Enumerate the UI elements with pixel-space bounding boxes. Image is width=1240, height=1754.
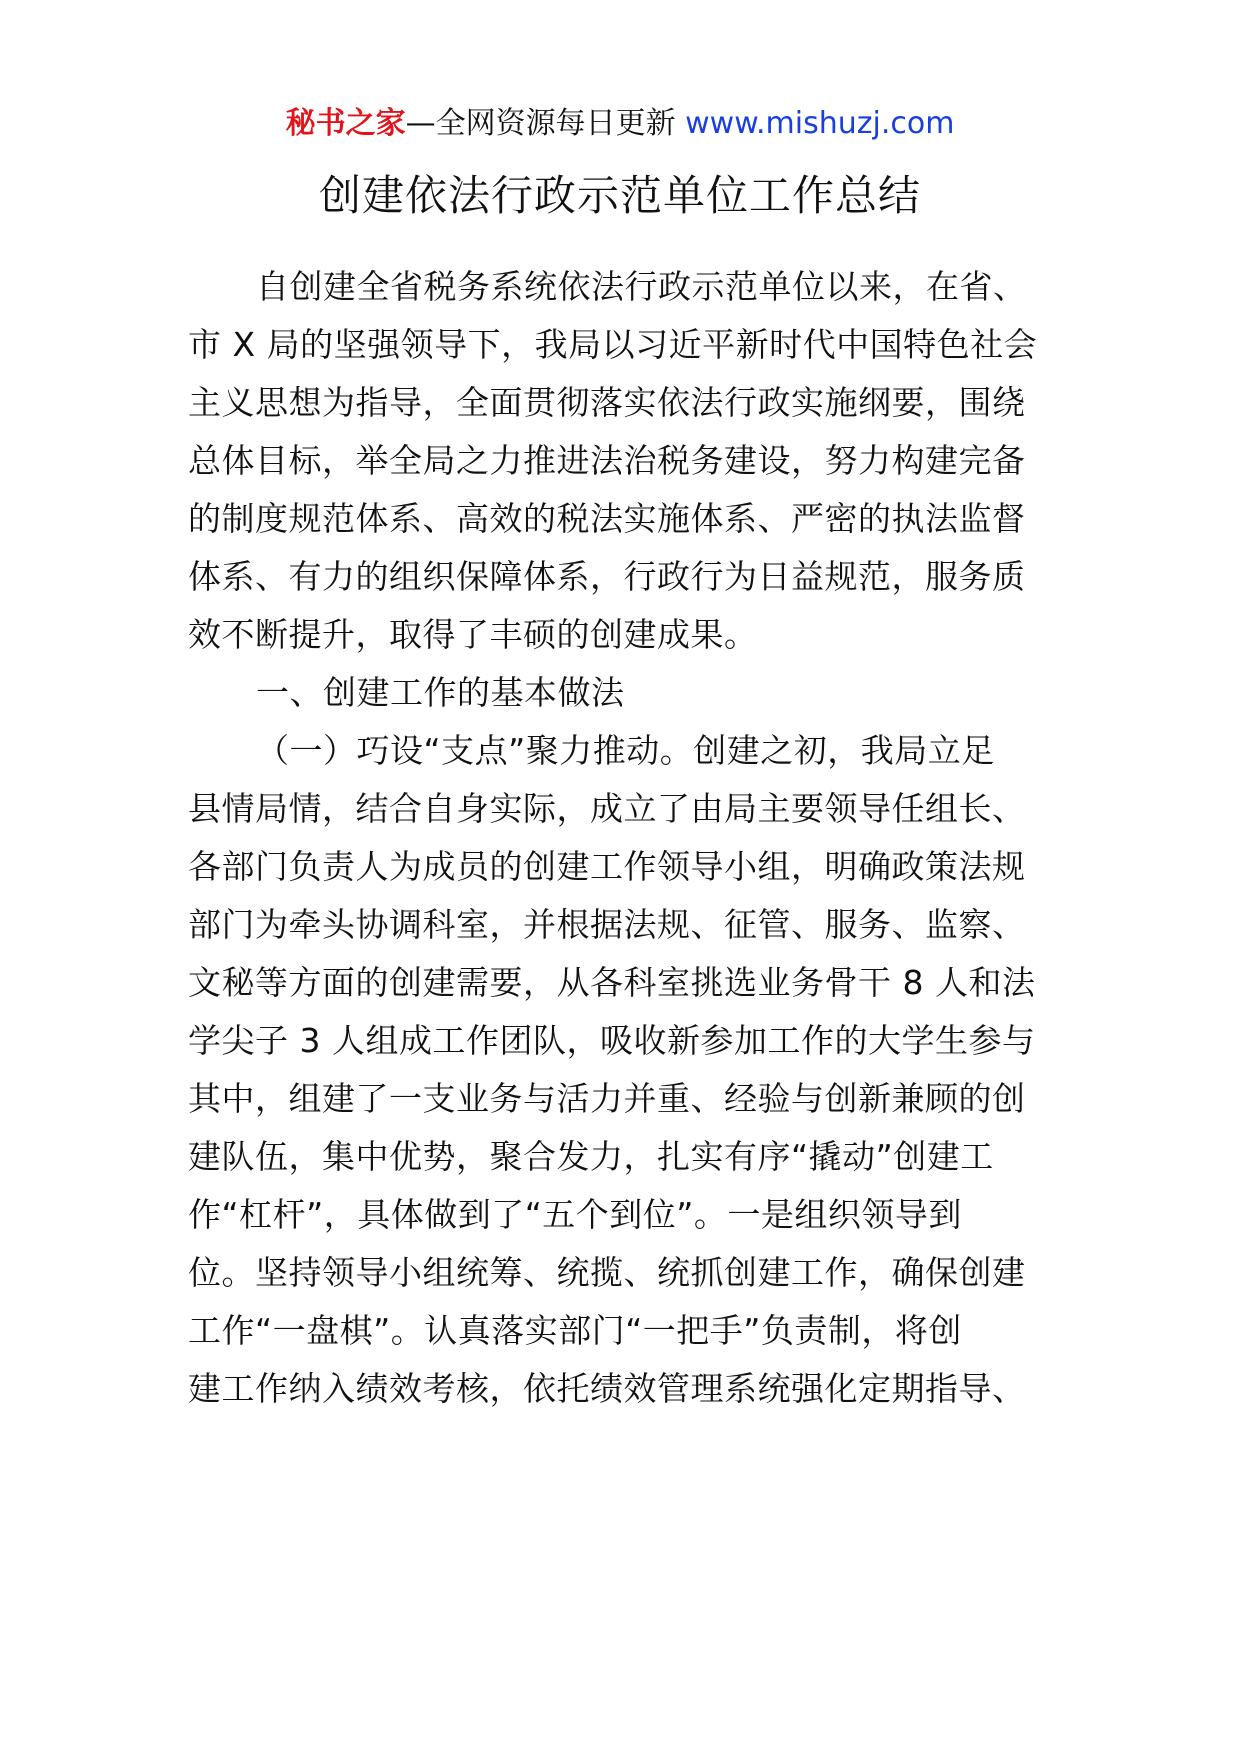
paragraph-line: 县情局情，结合自身实际，成立了由局主要领导任组长、 [188,789,1026,828]
paragraph-line: 其中，组建了一支业务与活力并重、经验与创新兼顾的创 [188,1079,1026,1118]
paragraph-line: 建工作纳入绩效考核，依托绩效管理系统强化定期指导、 [188,1369,1026,1408]
paragraph-line: 自创建全省税务系统依法行政示范单位以来，在省、 [256,267,1027,306]
paragraph-line: 市 X 局的坚强领导下，我局以习近平新时代中国特色社会 [188,325,1038,364]
section-heading: 一、创建工作的基本做法 [256,673,625,712]
paragraph-line: （一）巧设“支点”聚力推动。创建之初，我局立足 [256,731,995,770]
paragraph-line: 部门为牵头协调科室，并根据法规、征管、服务、监察、 [188,905,1026,944]
paragraph-line: 总体目标，举全局之力推进法治税务建设，努力构建完备 [188,441,1026,480]
paragraph-line: 工作“一盘棋”。认真落实部门“一把手”负责制，将创 [188,1311,962,1350]
paragraph-line: 位。坚持领导小组统筹、统揽、统抓创建工作，确保创建 [188,1253,1026,1292]
paragraph-line: 的制度规范体系、高效的税法实施体系、严密的执法监督 [188,499,1026,538]
paragraph-line: 主义思想为指导，全面贯彻落实依法行政实施纲要，围绕 [188,383,1026,422]
header-banner [0,102,1240,146]
paragraph-line: 各部门负责人为成员的创建工作领导小组，明确政策法规 [188,847,1026,886]
website-link[interactable]: www.mishuzj.com [685,106,955,141]
paragraph-line: 作“杠杆”，具体做到了“五个到位”。一是组织领导到 [188,1195,962,1234]
paragraph-line: 体系、有力的组织保障体系，行政行为日益规范，服务质 [188,557,1026,596]
paragraph-line: 学尖子 3 人组成工作团队，吸收新参加工作的大学生参与 [188,1021,1036,1060]
paragraph-line: 效不断提升，取得了丰硕的创建成果。 [188,615,758,654]
document-title: 创建依法行政示范单位工作总结 [318,171,921,220]
paragraph-line: 建队伍，集中优势，聚合发力，扎实有序“撬动”创建工 [188,1137,994,1176]
banner-slogan: —全网资源每日更新 [405,106,676,141]
brand-name: 秘书之家 [285,106,406,141]
paragraph-line: 文秘等方面的创建需要，从各科室挑选业务骨干 8 人和法 [188,963,1036,1002]
